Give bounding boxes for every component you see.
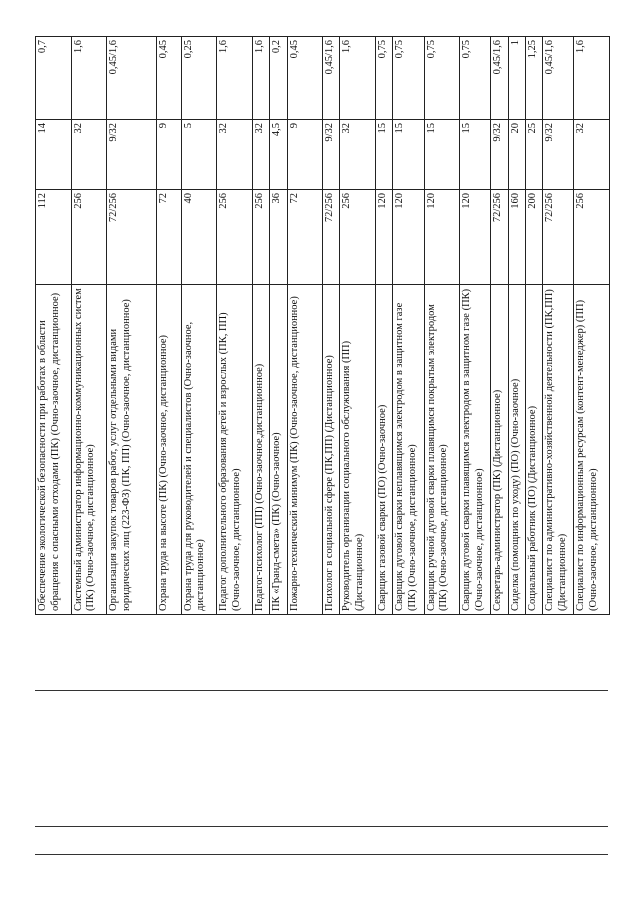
table-row <box>323 37 340 615</box>
course-hours: 72 <box>157 190 181 285</box>
course-name: Сварщик дуговой сварки плавящимся электродом в защитном газе (ПК) (Очно-заочное, дистанционное) <box>460 285 491 615</box>
course-days: 25 <box>525 120 542 190</box>
course-price: 0,7 <box>36 37 72 120</box>
course-hours: 256 <box>71 190 107 285</box>
course-hours: 112 <box>36 190 72 285</box>
courses-table-body <box>36 37 610 615</box>
course-days: 4,5 <box>270 120 287 190</box>
course-days: 20 <box>508 120 525 190</box>
courses-table <box>35 36 610 615</box>
course-name: Педагог дополнительного образования детей и взрослых (ПК, ПП) (Очно-заочное, дистанционное) <box>217 285 253 615</box>
course-price: 0,25 <box>181 37 217 120</box>
course-hours: 120 <box>393 190 424 285</box>
course-days: 9/32 <box>323 120 340 190</box>
table-row <box>107 37 157 615</box>
course-name: Сварщик ручной дуговой сварки плавящимся покрытым электродом (ПК) (Очно-заочное, дистанционное) <box>424 285 460 615</box>
course-price: 0,45 <box>287 37 323 120</box>
course-name: Охрана труда на высоте (ПК) (Очно-заочное, дистанционное) <box>157 285 181 615</box>
course-price: 0,75 <box>424 37 460 120</box>
course-days: 32 <box>253 120 270 190</box>
course-price: 0,45/1,6 <box>543 37 574 120</box>
course-name: Организация закупок товаров работ, услуг отдельными видами юридических лиц (223-ФЗ) (ПК, ПП) (Очно-заочное, дистанционное) <box>107 285 157 615</box>
table-rule-1 <box>35 690 608 691</box>
course-hours: 72/256 <box>323 190 340 285</box>
course-days: 9 <box>157 120 181 190</box>
table-row <box>270 37 287 615</box>
course-name: Социальный работник (ПО) (Дистанционное) <box>525 285 542 615</box>
table-row <box>217 37 253 615</box>
course-days: 15 <box>376 120 393 190</box>
course-hours: 256 <box>574 190 610 285</box>
course-price: 1,6 <box>340 37 376 120</box>
table-row <box>340 37 376 615</box>
table-row <box>376 37 393 615</box>
course-name: ПК «Гранд-смета» (ПК) (Очно-заочное) <box>270 285 287 615</box>
course-name: Специалист по административно-хозяйственной деятельности (ПК,ПП) (Дистанционное) <box>543 285 574 615</box>
course-hours: 120 <box>424 190 460 285</box>
course-days: 9 <box>287 120 323 190</box>
course-days: 32 <box>574 120 610 190</box>
course-days: 5 <box>181 120 217 190</box>
course-hours: 120 <box>376 190 393 285</box>
course-days: 15 <box>393 120 424 190</box>
table-row <box>287 37 323 615</box>
table-row <box>393 37 424 615</box>
table-row <box>71 37 107 615</box>
course-price: 0,45 <box>157 37 181 120</box>
table-row <box>508 37 525 615</box>
course-name: Сварщик дуговой сварки неплавящимся электродом в защитном газе (ПК) (Очно-заочное, дистанционное) <box>393 285 424 615</box>
table-row <box>574 37 610 615</box>
course-hours: 72/256 <box>107 190 157 285</box>
course-hours: 36 <box>270 190 287 285</box>
course-name: Обеспечение экологической безопасности при работах в области обращения с опасными отходами (ПК) (Очно-заочное, дистанционное) <box>36 285 72 615</box>
course-price: 1,6 <box>253 37 270 120</box>
course-days: 15 <box>424 120 460 190</box>
course-days: 32 <box>217 120 253 190</box>
course-price: 1,25 <box>525 37 542 120</box>
table-rule-2 <box>35 826 608 827</box>
course-name: Педагог-психолог (ПП) (Очно-заочное,дистанционное) <box>253 285 270 615</box>
course-name: Системный администратор информационно-коммуникационных систем (ПК) (Очно-заочное, дистанционное) <box>71 285 107 615</box>
course-hours: 120 <box>460 190 491 285</box>
course-days: 15 <box>460 120 491 190</box>
scan-edge-noise <box>28 893 618 903</box>
course-price: 0,45/1,6 <box>323 37 340 120</box>
course-hours: 40 <box>181 190 217 285</box>
course-days: 32 <box>71 120 107 190</box>
course-price: 0,75 <box>376 37 393 120</box>
table-row <box>525 37 542 615</box>
table-rule-3 <box>35 854 608 855</box>
rotated-table-area <box>35 37 610 615</box>
course-hours: 160 <box>508 190 525 285</box>
course-price: 0,2 <box>270 37 287 120</box>
course-name: Пожарно-технический минимум (ПК) (Очно-заочное, дистанционное) <box>287 285 323 615</box>
course-days: 9/32 <box>543 120 574 190</box>
course-price: 0,45/1,6 <box>107 37 157 120</box>
course-days: 9/32 <box>107 120 157 190</box>
course-hours: 200 <box>525 190 542 285</box>
table-row <box>424 37 460 615</box>
table-row <box>491 37 508 615</box>
course-name: Руководитель организации социального обслуживания (ПП) (Дистанционное) <box>340 285 376 615</box>
course-price: 0,75 <box>460 37 491 120</box>
course-hours: 72/256 <box>543 190 574 285</box>
course-hours: 256 <box>253 190 270 285</box>
table-row <box>36 37 72 615</box>
course-hours: 72 <box>287 190 323 285</box>
course-hours: 256 <box>340 190 376 285</box>
course-days: 9/32 <box>491 120 508 190</box>
course-price: 1,6 <box>574 37 610 120</box>
table-row <box>543 37 574 615</box>
course-price: 1,6 <box>217 37 253 120</box>
course-price: 1,6 <box>71 37 107 120</box>
course-name: Сварщик газовой сварки (ПО) (Очно-заочное) <box>376 285 393 615</box>
course-name: Психолог в социальной сфере (ПК,ПП) (Дистанционное) <box>323 285 340 615</box>
course-name: Сиделка (помощник по уходу) (ПО) (Очно-заочное) <box>508 285 525 615</box>
table-row <box>181 37 217 615</box>
table-row <box>157 37 181 615</box>
course-name: Специалист по информационным ресурсам (контент-менеджер) (ПП) (Очно-заочное, дистанционное) <box>574 285 610 615</box>
course-days: 32 <box>340 120 376 190</box>
course-price: 1 <box>508 37 525 120</box>
course-price: 0,75 <box>393 37 424 120</box>
course-days: 14 <box>36 120 72 190</box>
table-row <box>460 37 491 615</box>
course-hours: 256 <box>217 190 253 285</box>
course-name: Охрана труда для руководителей и специалистов (Очно-заочное, дистанционное) <box>181 285 217 615</box>
course-name: Секретарь-администратор (ПК) (Дистанционное) <box>491 285 508 615</box>
course-price: 0,45/1,6 <box>491 37 508 120</box>
course-hours: 72/256 <box>491 190 508 285</box>
table-row <box>253 37 270 615</box>
